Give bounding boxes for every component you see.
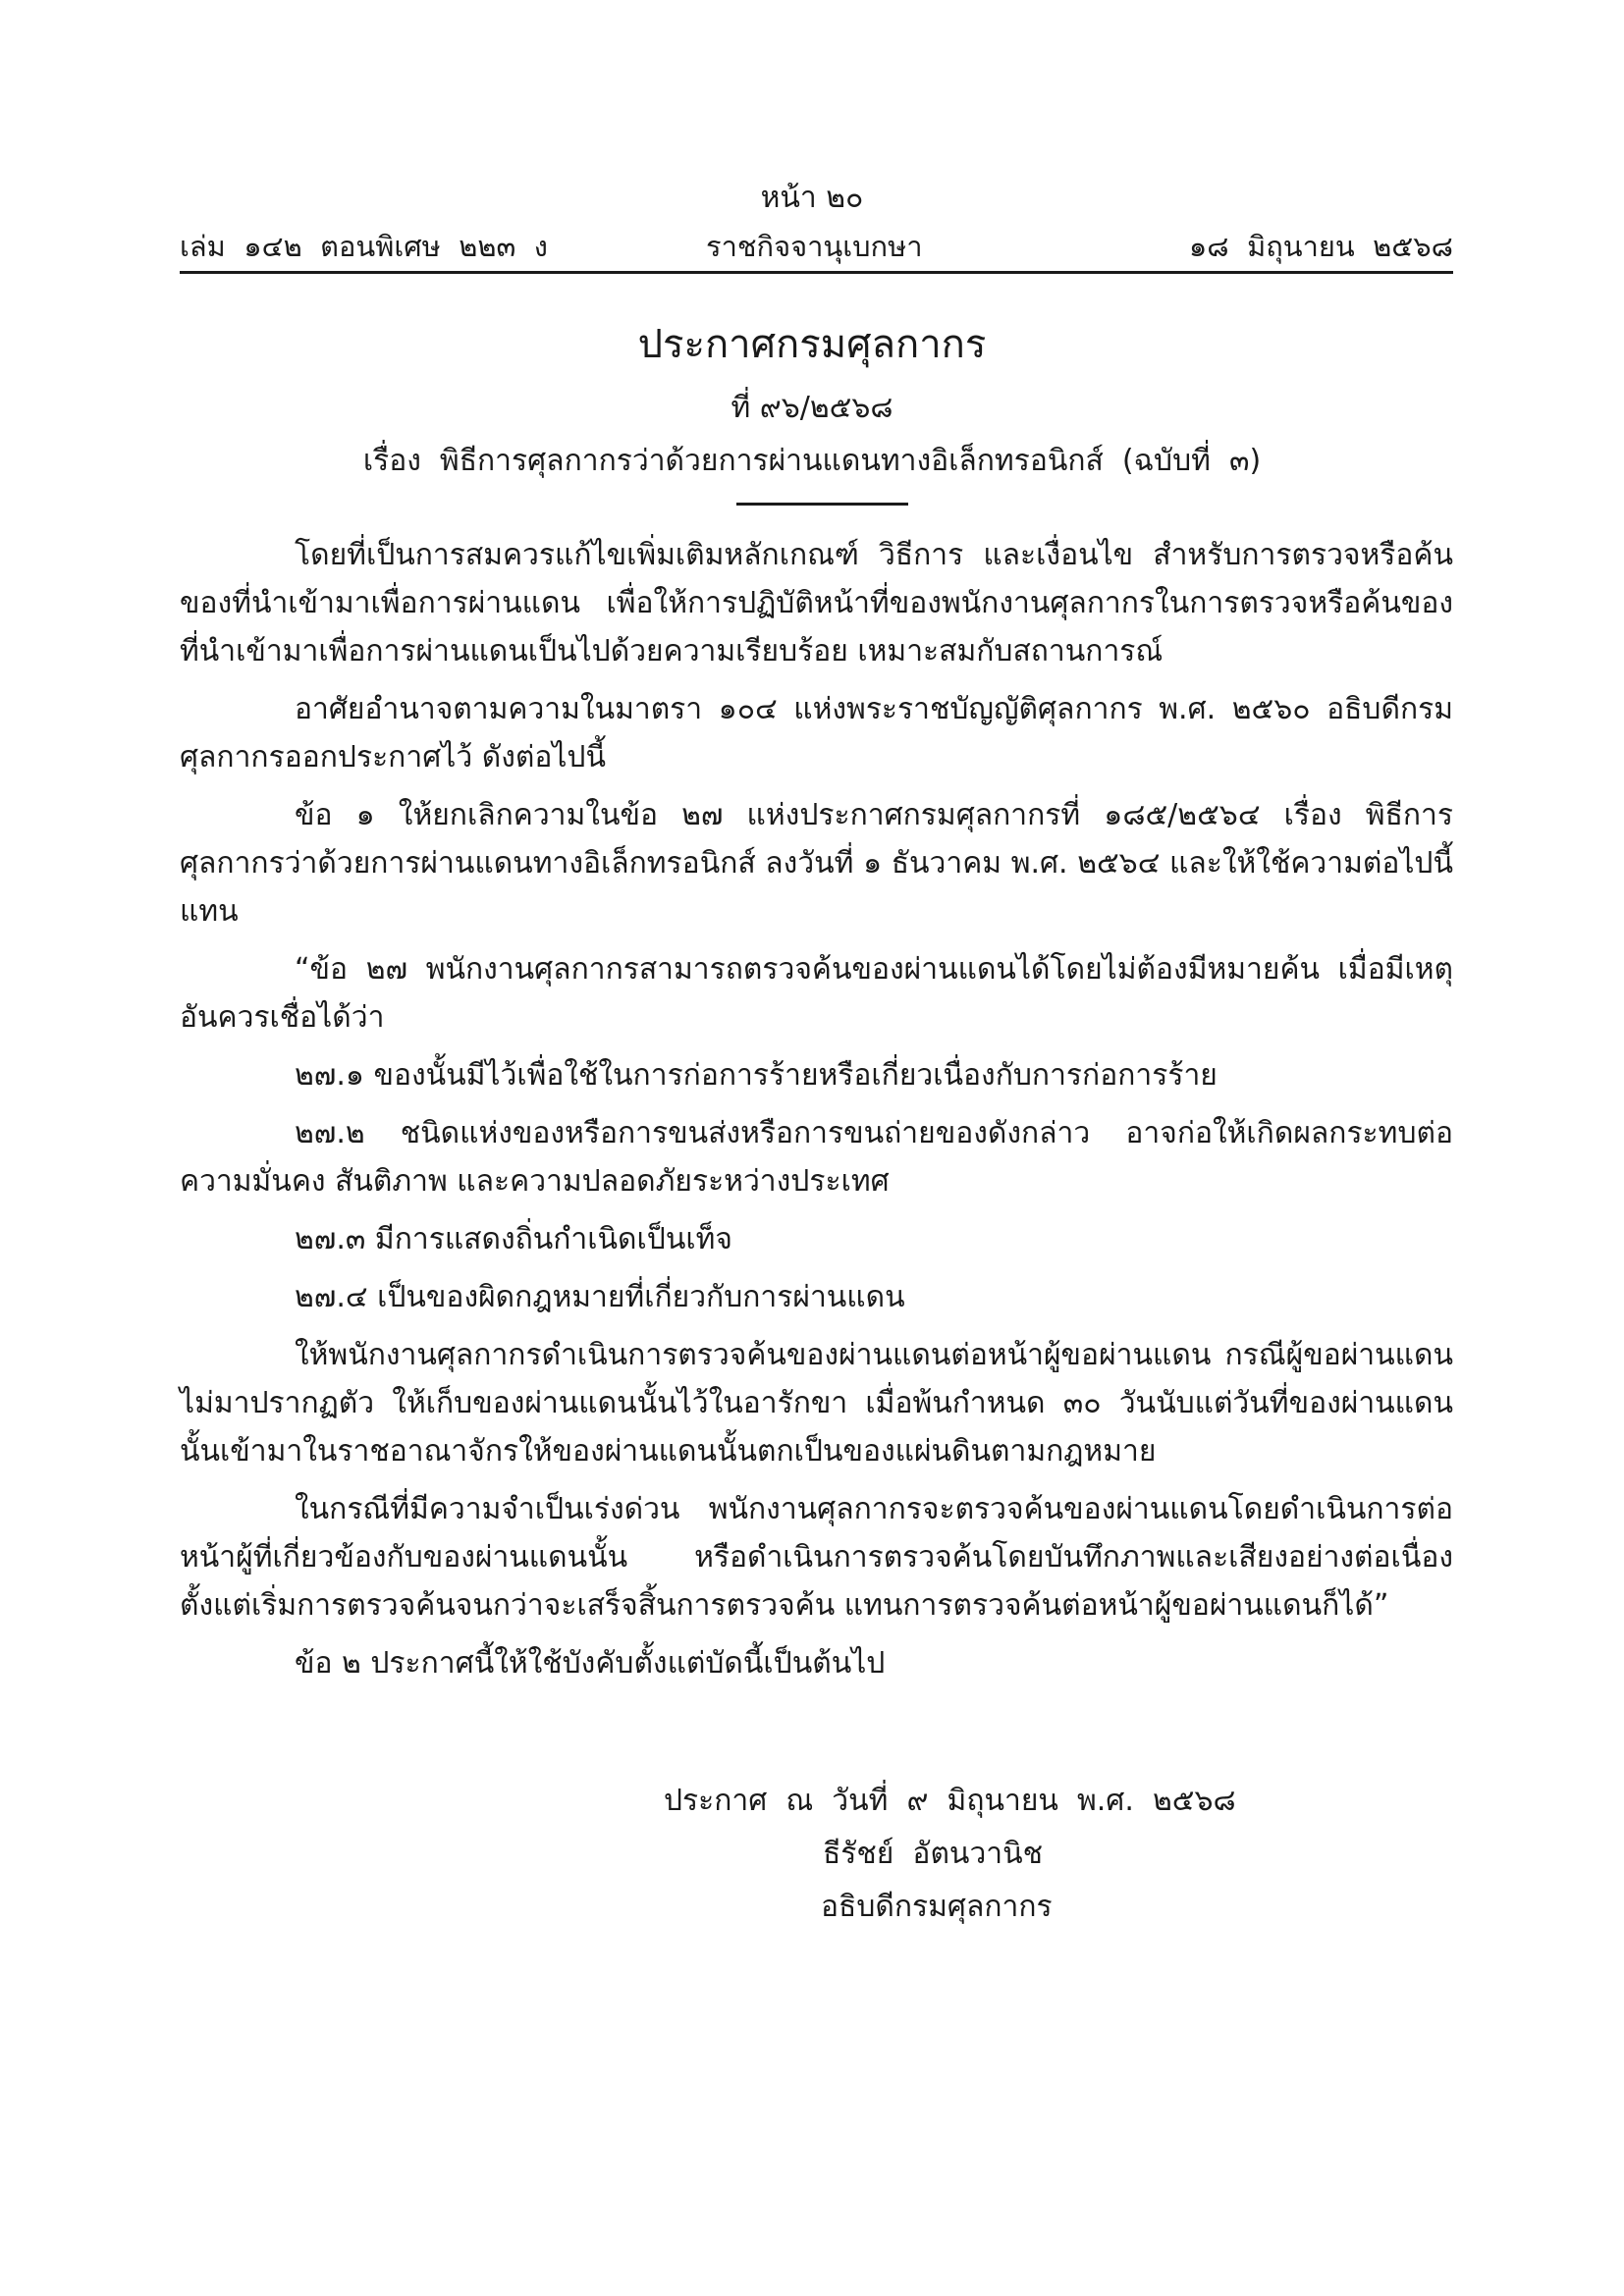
gazette-header [180,224,1453,263]
paragraph-urgent: ในกรณีที่มีความจำเป็นเร่งด่วน พนักงานศุลกากรจะตรวจค้นของผ่านแดนโดยดำเนินการต่อหน้าผู้ที่เกี่ยวข้องกับของผ่านแดนนั้น หรือดำเนินการตรวจค้นโดยบันทึกภาพและเสียงอย่างต่อเนื่องตั้งแต่เริ่มการตรวจค้นจนกว่าจะเสร็จสิ้นการตรวจค้น แทนการตรวจค้นต่อหน้าผู้ขอผ่านแดนก็ได้” [180,1492,1453,1623]
title-divider [736,503,908,506]
announcement-title: ประกาศกรมศุลกากร [637,322,987,367]
paragraph-27-2: ๒๗.๒ ชนิดแห่งของหรือการขนส่งหรือการขนถ่ายของดังกล่าว อาจก่อให้เกิดผลกระทบต่อความมั่นคง สันติภาพ และความปลอดภัยระหว่างประเทศ [180,1116,1453,1199]
paragraph-inspection: ให้พนักงานศุลกากรดำเนินการตรวจค้นของผ่านแดนต่อหน้าผู้ขอผ่านแดน กรณีผู้ขอผ่านแดนไม่มาปรากฏตัว ให้เก็บของผ่านแดนนั้นไว้ในอารักขา เมื่อพ้นกำหนด ๓๐ วันนับแต่วันที่ของผ่านแดนนั้นเข้ามาในราชอาณาจักรให้ของผ่านแดนนั้นตกเป็นของแผ่นดินตามกฎหมาย [180,1338,1453,1468]
signatory-name: ธีรัชย์ อัตนวานิช [823,1837,1044,1871]
gazette-name: ราชกิจจานุเบกษา [706,230,923,263]
publication-date: ๑๘ มิถุนายน ๒๕๖๘ [1188,230,1453,263]
volume-issue: เล่ม ๑๔๒ ตอนพิเศษ ๒๒๓ ง [180,230,548,263]
paragraph-27-1: ๒๗.๑ ของนั้นมีไว้เพื่อใช้ในการก่อการร้ายหรือเกี่ยวเนื่องกับการก่อการร้าย [295,1058,1218,1093]
announcement-body [180,531,1453,1697]
signature-date: ประกาศ ณ วันที่ ๙ มิถุนายน พ.ศ. ๒๕๖๘ [664,1784,1236,1818]
paragraph-clause-27: “ข้อ ๒๗ พนักงานศุลกากรสามารถตรวจค้นของผ่านแดนได้โดยไม่ต้องมีหมายค้น เมื่อมีเหตุอันควรเชื่อได้ว่า [180,952,1453,1035]
paragraph-preamble: โดยที่เป็นการสมควรแก้ไขเพิ่มเติมหลักเกณฑ์ วิธีการ และเงื่อนไข สำหรับการตรวจหรือค้นของที่นำเข้ามาเพื่อการผ่านแดน เพื่อให้การปฏิบัติหน้าที่ของพนักงานศุลกากรในการตรวจหรือค้นของที่นำเข้ามาเพื่อการผ่านแดนเป็นไปด้วยความเรียบร้อย เหมาะสมกับสถานการณ์ [180,538,1453,668]
page-number: หน้า ๒๐ [760,181,864,215]
announcement-number: ที่ ๙๖/๒๕๖๘ [731,391,893,425]
announcement-subject: เรื่อง พิธีการศุลกากรว่าด้วยการผ่านแดนทางอิเล็กทรอนิกส์ (ฉบับที่ ๓) [362,444,1262,478]
paragraph-27-4: ๒๗.๔ เป็นของผิดกฎหมายที่เกี่ยวกับการผ่านแดน [295,1280,905,1314]
paragraph-27-3: ๒๗.๓ มีการแสดงถิ่นกำเนิดเป็นเท็จ [295,1222,732,1256]
paragraph-clause-2: ข้อ ๒ ประกาศนี้ให้ใช้บังคับตั้งแต่บัดนี้เป็นต้นไป [295,1646,886,1681]
paragraph-authority: อาศัยอำนาจตามความในมาตรา ๑๐๔ แห่งพระราชบัญญัติศุลกากร พ.ศ. ๒๕๖๐ อธิบดีกรมศุลกากรออกประกาศไว้ ดังต่อไปนี้ [180,692,1453,774]
header-divider [180,271,1453,274]
signatory-position: อธิบดีกรมศุลกากร [821,1890,1053,1924]
paragraph-clause-1: ข้อ ๑ ให้ยกเลิกความในข้อ ๒๗ แห่งประกาศกรมศุลกากรที่ ๑๘๕/๒๕๖๔ เรื่อง พิธีการศุลกากรว่าด้วยการผ่านแดนทางอิเล็กทรอนิกส์ ลงวันที่ ๑ ธันวาคม พ.ศ. ๒๕๖๔ และให้ใช้ความต่อไปนี้แทน [180,798,1453,929]
